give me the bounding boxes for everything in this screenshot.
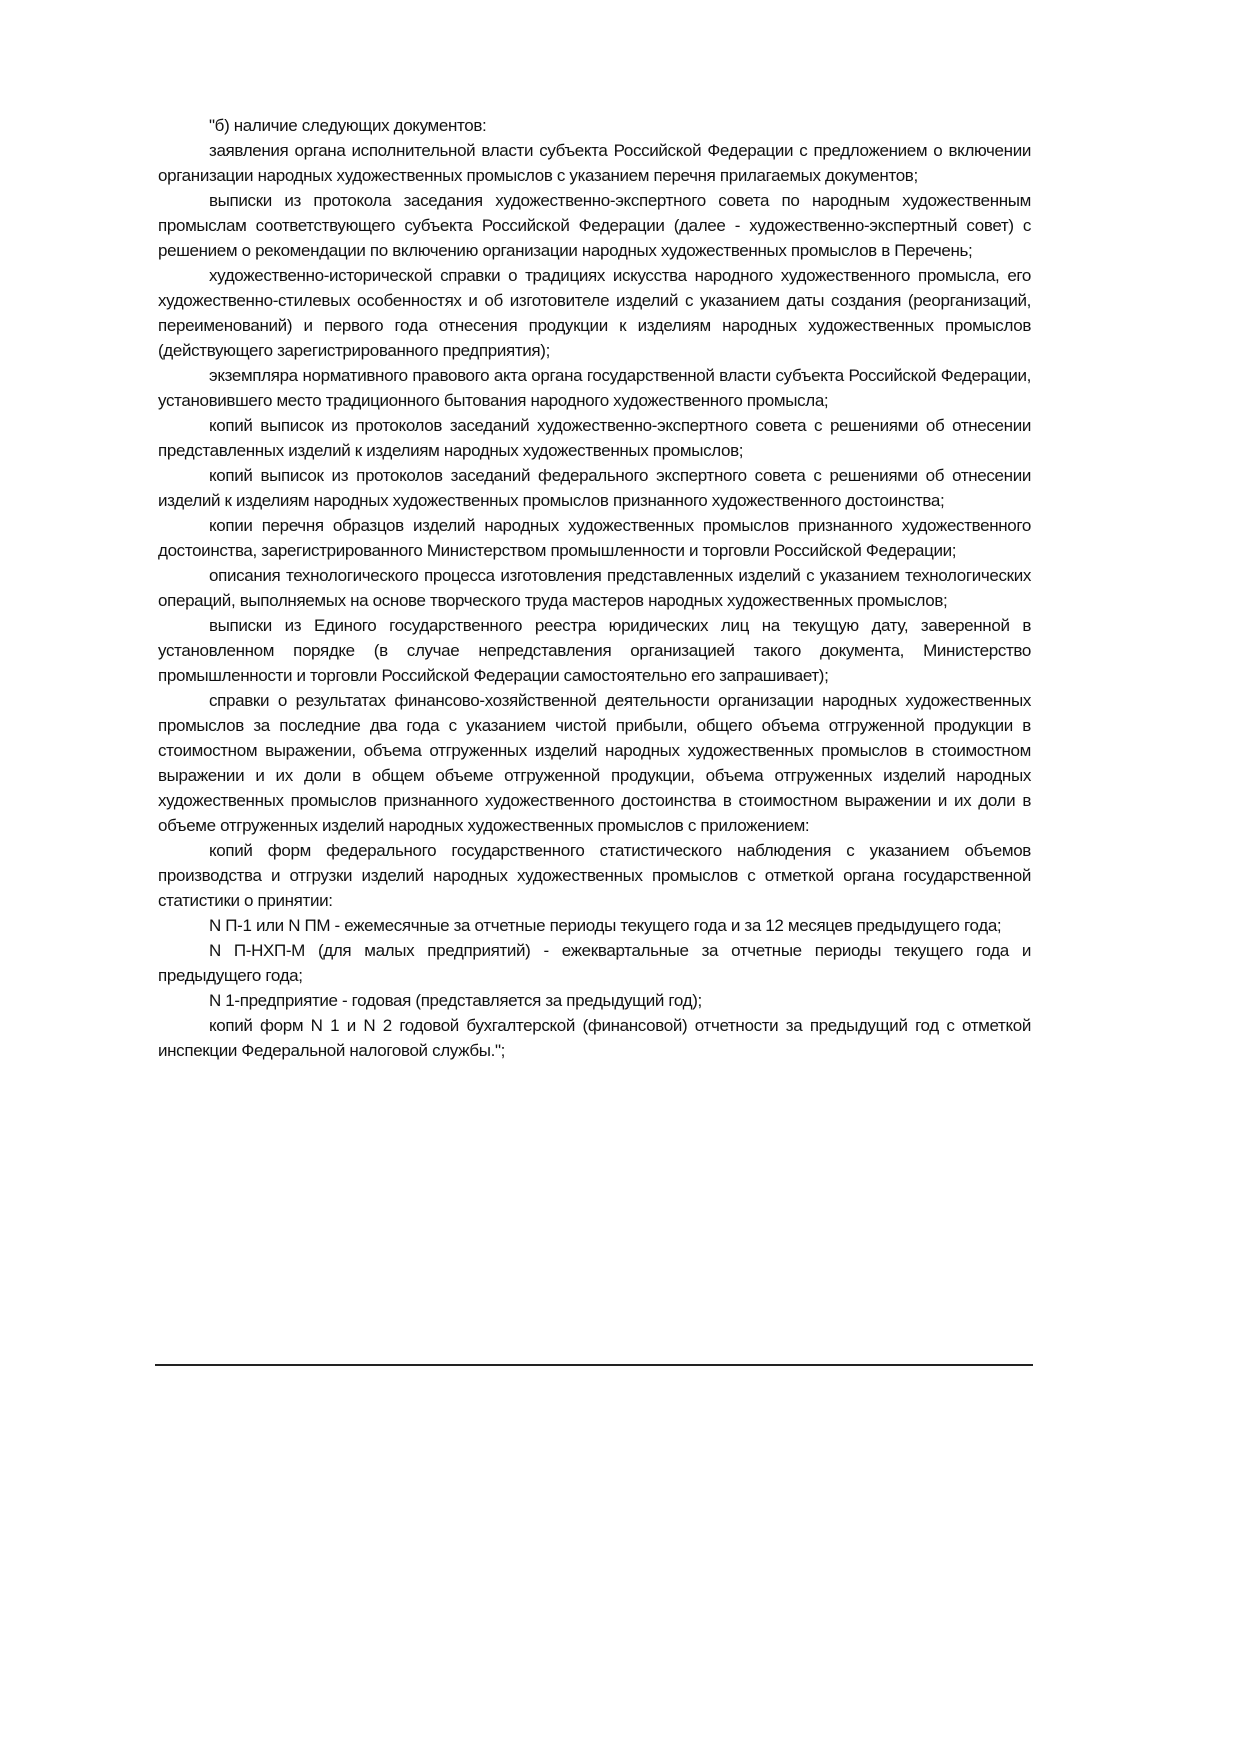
paragraph: N П-1 или N ПМ - ежемесячные за отчетные периоды текущего года и за 12 месяцев предыдущего года;: [209, 916, 1002, 935]
paragraph: "б) наличие следующих документов:: [209, 116, 487, 135]
paragraph: копий выписок из протоколов заседаний художественно-экспертного совета с решениями об отнесении представленных изделий к изделиям народных художественных промыслов;: [158, 416, 1031, 460]
paragraph: заявления органа исполнительной власти субъекта Российской Федерации с предложением о включении организации народных художественных промыслов с указанием перечня прилагаемых документов;: [158, 141, 1031, 185]
paragraph: N 1-предприятие - годовая (представляется за предыдущий год);: [209, 991, 702, 1010]
paragraph: копий выписок из протоколов заседаний федерального экспертного совета с решениями об отнесении изделий к изделиям народных художественных промыслов признанного художественного достоинства;: [158, 466, 1031, 510]
document-body: [158, 113, 1031, 1063]
paragraph: копии перечня образцов изделий народных художественных промыслов признанного художественного достоинства, зарегистрированного Министерством промышленности и торговли Российской Федерации;: [158, 516, 1031, 560]
paragraph: описания технологического процесса изготовления представленных изделий с указанием технологических операций, выполняемых на основе творческого труда мастеров народных художественных промыслов;: [158, 566, 1031, 610]
paragraph: экземпляра нормативного правового акта органа государственной власти субъекта Российской Федерации, установившего место традиционного бытования народного художественного промысла;: [158, 366, 1031, 410]
paragraph: выписки из протокола заседания художественно-экспертного совета по народным художественным промыслам соответствующего субъекта Российской Федерации (далее - художественно-экспертный совет) с решением о рекомендации по включению организации народных художественных промыслов в Перечень;: [158, 191, 1031, 260]
footer-divider: [155, 1364, 1033, 1366]
paragraph: художественно-исторической справки о традициях искусства народного художественного промысла, его художественно-стилевых особенностях и об изготовителе изделий с указанием даты создания (реорганизаций, переименований) и первого года отнесения продукции к изделиям народных художественных промыслов (действующего зарегистрированного предприятия);: [158, 266, 1031, 360]
paragraph: копий форм N 1 и N 2 годовой бухгалтерской (финансовой) отчетности за предыдущий год с отметкой инспекции Федеральной налоговой службы.";: [158, 1016, 1031, 1060]
paragraph: копий форм федерального государственного статистического наблюдения с указанием объемов производства и отгрузки изделий народных художественных промыслов с отметкой органа государственной статистики о принятии:: [158, 841, 1031, 910]
paragraph: выписки из Единого государственного реестра юридических лиц на текущую дату, заверенной в установленном порядке (в случае непредставления организацией такого документа, Министерство промышленности и торговли Российской Федерации самостоятельно его запрашивает);: [158, 616, 1031, 685]
paragraph: справки о результатах финансово-хозяйственной деятельности организации народных художественных промыслов за последние два года с указанием чистой прибыли, общего объема отгруженной продукции в стоимостном выражении, объема отгруженных изделий народных художественных промыслов в стоимостном выражении и их доли в общем объеме отгруженной продукции, объема отгруженных изделий народных художественных промыслов признанного художественного достоинства в стоимостном выражении и их доли в объеме отгруженных изделий народных художественных промыслов с приложением:: [158, 691, 1031, 835]
paragraph: N П-НХП-М (для малых предприятий) - ежеквартальные за отчетные периоды текущего года и предыдущего года;: [158, 941, 1031, 985]
